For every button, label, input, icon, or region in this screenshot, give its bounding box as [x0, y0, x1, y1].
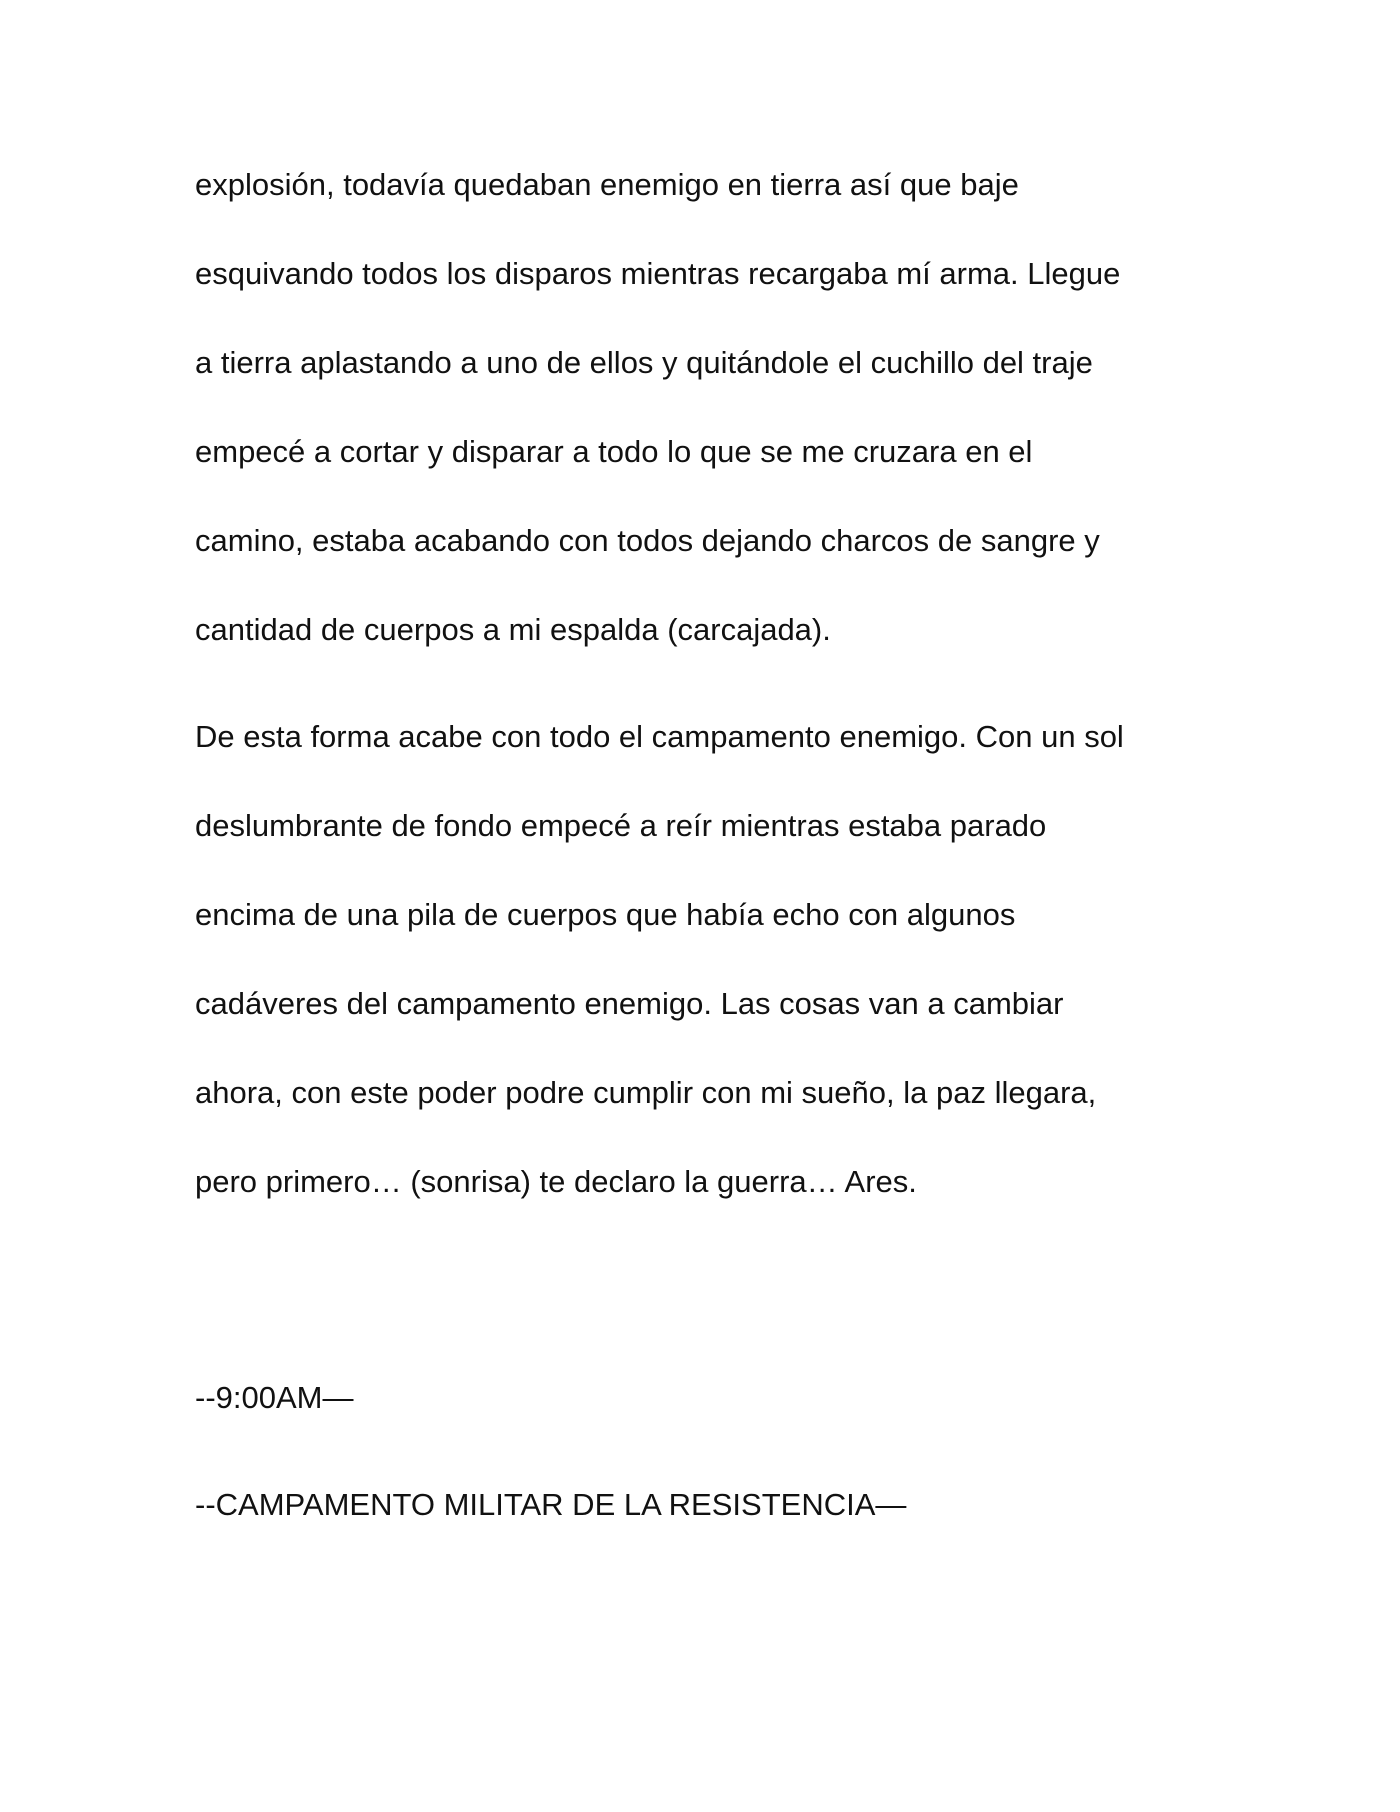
- paragraph-line: pero primero… (sonrisa) te declaro la guerra… Ares.: [195, 1164, 917, 1199]
- paragraph-line: cadáveres del campamento enemigo. Las cosas van a cambiar: [195, 986, 1064, 1021]
- location-heading: --CAMPAMENTO MILITAR DE LA RESISTENCIA—: [195, 1487, 907, 1522]
- paragraph-2: [195, 692, 1225, 1226]
- paragraph-line: empecé a cortar y disparar a todo lo que se me cruzara en el: [195, 434, 1033, 469]
- paragraph-line: esquivando todos los disparos mientras recargaba mí arma. Llegue: [195, 256, 1121, 291]
- time-heading: --9:00AM—: [195, 1380, 354, 1415]
- paragraph-line: ahora, con este poder podre cumplir con mi sueño, la paz llegara,: [195, 1075, 1097, 1110]
- paragraph-line: deslumbrante de fondo empecé a reír mientras estaba parado: [195, 808, 1047, 843]
- paragraph-line: De esta forma acabe con todo el campamento enemigo. Con un sol: [195, 719, 1124, 754]
- paragraph-line: cantidad de cuerpos a mi espalda (carcajada).: [195, 612, 831, 647]
- paragraph-line: a tierra aplastando a uno de ellos y quitándole el cuchillo del traje: [195, 345, 1093, 380]
- paragraph-line: camino, estaba acabando con todos dejando charcos de sangre y: [195, 523, 1100, 558]
- paragraph-line: explosión, todavía quedaban enemigo en tierra así que baje: [195, 167, 1019, 202]
- paragraph-1: [195, 140, 1225, 674]
- paragraph-line: encima de una pila de cuerpos que había echo con algunos: [195, 897, 1016, 932]
